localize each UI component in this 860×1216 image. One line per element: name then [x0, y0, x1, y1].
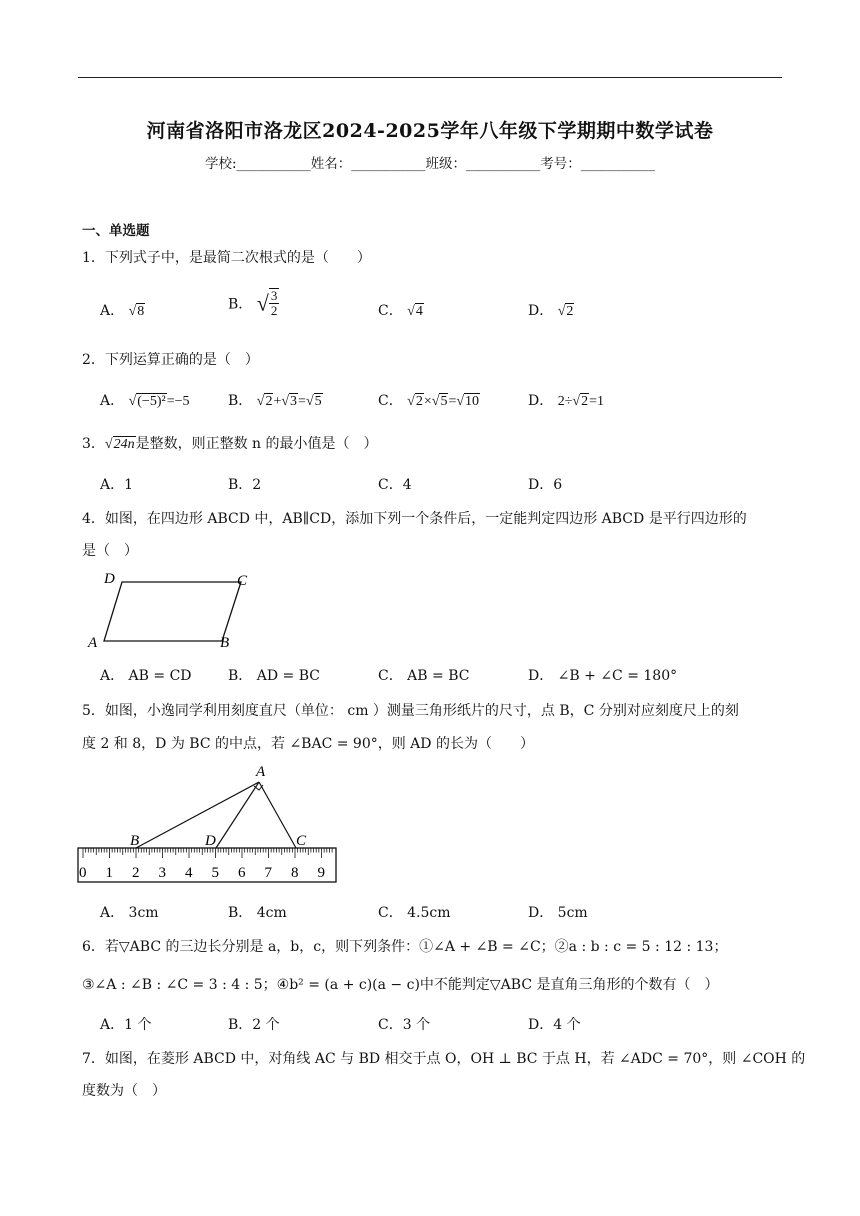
- question-7-stem-line-2: 度数为（ ）: [82, 1083, 166, 1099]
- vertex-label-c: C: [237, 573, 248, 589]
- ruler-tick-label: 1: [105, 865, 113, 881]
- option-label: B．: [228, 296, 253, 313]
- point-label-b: B: [130, 833, 140, 849]
- ruler-tick-label: 2: [132, 865, 140, 881]
- ruler-tick-label: 9: [317, 865, 325, 881]
- option-label: A．: [100, 303, 125, 319]
- question-3-option-c: C．4: [378, 477, 412, 493]
- question-3-stem: 3．√24n是整数，则正整数 n 的最小值是（ ）: [82, 436, 378, 452]
- question-1-option-b: B． √ $\frac{3}{2}$: [228, 288, 278, 319]
- student-info-line: 学校:___________姓名：___________班级：___________考号：___________: [204, 156, 656, 172]
- question-6-option-c: C．3 个: [378, 1017, 431, 1033]
- ruler-tick-label: 5: [211, 865, 219, 881]
- question-6-option-b: B．2 个: [228, 1017, 280, 1033]
- question-2-stem: 2．下列运算正确的是（ ）: [82, 352, 259, 368]
- question-1-option-c: C． √4: [378, 303, 423, 319]
- option-label: C．: [378, 303, 403, 319]
- radicand: 4: [415, 304, 423, 319]
- ruler-tick-label: 8: [291, 865, 299, 881]
- question-5-option-b: B． 4cm: [228, 905, 287, 921]
- point-label-d: D: [205, 833, 216, 849]
- question-1-option-a: A． √8: [100, 303, 145, 319]
- vertex-label-b: B: [220, 635, 230, 651]
- side-ac: [259, 782, 296, 848]
- vertex-label-a: A: [88, 635, 98, 651]
- question-5-stem-line-2: 度 2 和 8，D 为 BC 的中点，若 ∠BAC = 90°，则 AD 的长为（ ）: [82, 736, 534, 752]
- question-6-stem-line-2: ③∠A : ∠B : ∠C = 3 : 4 : 5；④b² = (a + c)(a − c)中不能判定▽ABC 是直角三角形的个数有（ ）: [82, 977, 719, 993]
- question-2-option-d: D． 2÷√2=1: [528, 393, 604, 409]
- question-5-option-d: D． 5cm: [528, 905, 588, 921]
- ruler-tick-label: 3: [158, 865, 166, 881]
- parallelogram-figure: [84, 566, 264, 656]
- ruler-tick-label: 6: [238, 865, 246, 881]
- question-5-option-c: C． 4.5cm: [378, 905, 451, 921]
- segment-ad: [216, 782, 259, 848]
- point-label-a: A: [256, 764, 266, 780]
- ruler-tick-label: 0: [79, 865, 87, 881]
- question-3-option-b: B．2: [228, 477, 262, 493]
- question-2-option-c: C． √2×√5=√10: [378, 393, 480, 409]
- side-ab: [136, 782, 259, 848]
- question-4-option-a: A． AB = CD: [100, 668, 192, 684]
- question-4-option-b: B． AD = BC: [228, 668, 320, 684]
- vertex-label-d: D: [104, 571, 115, 587]
- question-1-option-d: D． √2: [528, 303, 574, 319]
- ruler-tick-label: 4: [185, 865, 193, 881]
- fraction: $\frac{3}{2}$: [270, 288, 278, 319]
- question-4-option-c: C． AB = BC: [378, 668, 470, 684]
- question-4-stem-line-2: 是（ ）: [82, 543, 138, 559]
- question-7-stem-line-1: 7．如图，在菱形 ABCD 中，对角线 AC 与 BD 相交于点 O，OH ⊥ BC 于点 H，若 ∠ADC = 70°，则 ∠COH 的: [82, 1051, 806, 1067]
- question-6-option-a: A．1 个: [100, 1017, 152, 1033]
- question-4-stem-line-1: 4．如图，在四边形 ABCD 中，AB∥CD，添加下列一个条件后，一定能判定四边形 ABCD 是平行四边形的: [82, 511, 747, 527]
- question-3-option-a: A．1: [100, 477, 134, 493]
- radicand: 2: [566, 304, 574, 319]
- ruler-tick-label: 7: [264, 865, 272, 881]
- option-label: D．: [528, 303, 554, 319]
- question-1-stem: 1．下列式子中，是最简二次根式的是（ ）: [82, 250, 371, 266]
- parallelogram-shape: [104, 582, 241, 641]
- question-4-option-d: D． ∠B + ∠C = 180°: [528, 668, 678, 684]
- radicand: 8: [137, 304, 145, 319]
- point-label-c: C: [296, 833, 307, 849]
- section-heading: 一、单选题: [82, 223, 150, 239]
- question-2-option-b: B． √2+√3=√5: [228, 393, 322, 409]
- ruler: [78, 848, 336, 882]
- question-6-stem-line-1: 6．若▽ABC 的三边长分别是 a，b，c，则下列条件：①∠A + ∠B = ∠C；②a : b : c = 5 : 12 : 13；: [82, 939, 728, 955]
- ruler-triangle-figure: [76, 762, 344, 888]
- question-6-option-d: D．4 个: [528, 1017, 581, 1033]
- question-3-option-d: D．6: [528, 477, 563, 493]
- page-title: 河南省洛阳市洛龙区2024-2025学年八年级下学期期中数学试卷: [146, 120, 714, 142]
- question-5-stem-line-1: 5．如图，小逸同学利用刻度直尺（单位： cm ）测量三角形纸片的尺寸，点 B，C 分别对应刻度尺上的刻: [82, 703, 739, 719]
- header-rule: [78, 77, 782, 78]
- question-5-option-a: A． 3cm: [100, 905, 159, 921]
- question-2-option-a: A． √(−5)²=−5: [100, 393, 190, 409]
